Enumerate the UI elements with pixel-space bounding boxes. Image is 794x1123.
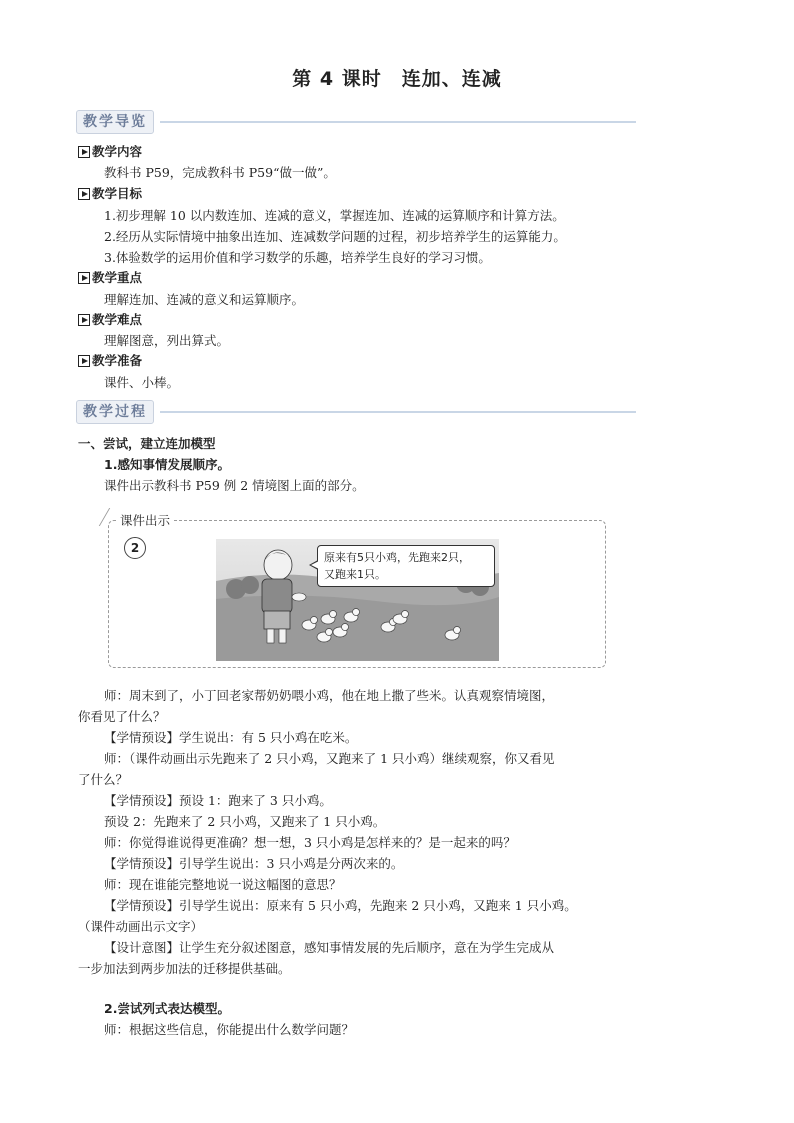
dialog-line: 预设 2：先跑来了 2 只小鸡，又跑来了 1 只小鸡。 <box>104 814 386 829</box>
speech-bubble <box>317 545 495 587</box>
heading-difficulty: 教学难点 <box>78 310 142 328</box>
step-heading: 1.感知事情发展顺序。 <box>104 457 230 472</box>
page-title: 第 4 课时 连加、连减 <box>292 68 502 90</box>
speech-line: 又跑来1只。 <box>324 568 386 581</box>
section-header-overview <box>76 110 636 134</box>
courseware-tag: 课件出示 <box>116 511 174 529</box>
dialog-line: 【学情预设】引导学生说出：3 只小鸡是分两次来的。 <box>104 856 404 871</box>
heading-goals: 教学目标 <box>78 184 142 202</box>
section-divider <box>160 411 636 413</box>
difficulty-text: 理解图意，列出算式。 <box>104 333 230 348</box>
dialog-line: 你看见了什么？ <box>78 709 166 724</box>
play-marker-icon <box>78 188 90 200</box>
dialog-line: 师：周末到了，小丁回老家帮奶奶喂小鸡，他在地上撒了些米。认真观察情境图， <box>104 688 555 703</box>
play-marker-icon <box>78 314 90 326</box>
step-text: 师：根据这些信息，你能提出什么数学问题？ <box>104 1022 355 1037</box>
preparation-text: 课件、小棒。 <box>104 375 180 390</box>
section-badge: 教学过程 <box>76 400 154 424</box>
section-divider <box>160 121 636 123</box>
dialog-line: 师：你觉得谁说得更准确？想一想，3 只小鸡是怎样来的？是一起来的吗？ <box>104 835 516 850</box>
dialog-line: 【学情预设】学生说出：有 5 只小鸡在吃米。 <box>104 730 358 745</box>
play-marker-icon <box>78 355 90 367</box>
dialog-line: 【学情预设】引导学生说出：原来有 5 只小鸡，先跑来 2 只小鸡，又跑来 1 只小鸡。 <box>104 898 577 913</box>
dialog-line: 【设计意图】让学生充分叙述图意，感知事情发展的先后顺序，意在为学生完成从 <box>104 940 555 955</box>
example-number: 2 <box>124 537 146 559</box>
play-marker-icon <box>78 272 90 284</box>
dialog-line: 一步加法到两步加法的迁移提供基础。 <box>78 961 291 976</box>
key-point-text: 理解连加、连减的意义和运算顺序。 <box>104 292 305 307</box>
dialog-line: 【学情预设】预设 1：跑来了 3 只小鸡。 <box>104 793 332 808</box>
section-badge: 教学导览 <box>76 110 154 134</box>
goal-item: 3.体验数学的运用价值和学习数学的乐趣，培养学生良好的学习习惯。 <box>104 250 491 265</box>
section-header-process <box>76 400 636 424</box>
speech-line: 原来有5只小鸡，先跑来2只， <box>324 551 470 564</box>
part-heading: 一、尝试，建立连加模型 <box>78 436 216 451</box>
content-text: 教科书 P59，完成教科书 P59“做一做”。 <box>104 165 336 180</box>
step-heading: 2.尝试列式表达模型。 <box>104 1001 230 1016</box>
dialog-line: 师：（课件动画出示先跑来了 2 只小鸡，又跑来了 1 只小鸡）继续观察，你又看见 <box>104 751 555 766</box>
heading-content: 教学内容 <box>78 142 142 160</box>
heading-preparation: 教学准备 <box>78 351 142 369</box>
heading-key-point: 教学重点 <box>78 268 142 286</box>
dialog-line: 了什么？ <box>78 772 129 787</box>
dialog-line: （课件动画出示文字） <box>78 919 204 934</box>
goal-item: 1.初步理解 10 以内数连加、连减的意义，掌握连加、连减的运算顺序和计算方法。 <box>104 208 565 223</box>
step-text: 课件出示教科书 P59 例 2 情境图上面的部分。 <box>104 478 365 493</box>
play-marker-icon <box>78 146 90 158</box>
goal-item: 2.经历从实际情境中抽象出连加、连减数学问题的过程，初步培养学生的运算能力。 <box>104 229 566 244</box>
dialog-line: 师：现在谁能完整地说一说这幅图的意思？ <box>104 877 342 892</box>
